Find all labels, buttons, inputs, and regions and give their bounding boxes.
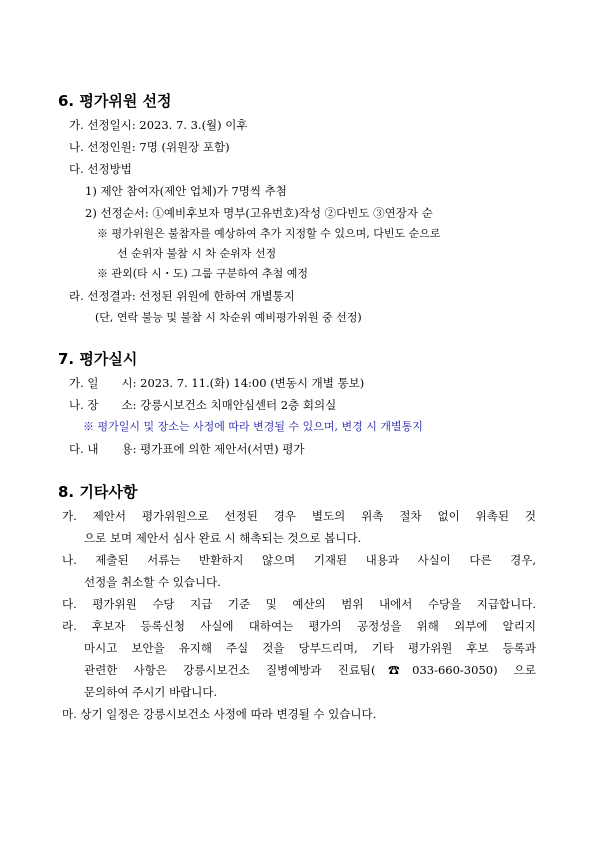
s6-selection-result: 라. 선정결과: 선정된 위원에 한하여 개별통지: [69, 289, 295, 303]
section-8-heading: 8. 기타사항: [58, 483, 138, 501]
s8-item-na-line-1: 나. 제출된 서류는 반환하지 않으며 기재된 내용과 사실이 다른 경우,: [62, 553, 536, 567]
s8-item-ga-line-2: 으로 보며 제안서 심사 완료 시 해촉되는 것으로 봅니다.: [84, 531, 362, 545]
s8-item-ma-line-1: 마. 상기 일정은 강릉시보건소 사정에 따라 변경될 수 있습니다.: [62, 707, 377, 721]
s8-item-ra-line-2: 마시고 보안을 유지해 주실 것을 당부드리며, 기타 평가위원 후보 등록과: [84, 641, 536, 655]
s8-item-da-line-1: 다. 평가위원 수당 지급 기준 및 예산의 범위 내에서 수당을 지급합니다.: [62, 597, 536, 611]
s8-item-ra-line-4: 문의하여 주시기 바랍니다.: [84, 685, 218, 699]
s6-selection-result-note: (단, 연락 불능 및 불참 시 차순위 예비평가위원 중 선정): [95, 311, 362, 324]
s8-item-na-line-2: 선정을 취소할 수 있습니다.: [84, 575, 221, 589]
s8-item-ga-line-1: 가. 제안서 평가위원으로 선정된 경우 별도의 위촉 절차 없이 위촉된 것: [62, 509, 536, 523]
s6-note-1b: 선 순위자 불참 시 차 순위자 선정: [117, 247, 277, 260]
s7-eval-datetime: 가. 일 시: 2023. 7. 11.(화) 14:00 (변동시 개별 통보): [69, 376, 365, 390]
s8-item-ra-line-3: 관련한 사항은 강릉시보건소 질병예방과 진료팀(☎033-660-3050) 으로: [84, 663, 536, 677]
s7-change-notice: ※ 평가일시 및 장소는 사정에 따라 변경될 수 있으며, 변경 시 개별통지: [83, 420, 423, 433]
s7-eval-content: 다. 내 용: 평가표에 의한 제안서(서면) 평가: [69, 442, 305, 456]
section-7-heading: 7. 평가실시: [58, 350, 138, 368]
s7-eval-place: 나. 장 소: 강릉시보건소 치매안심센터 2층 회의실: [69, 398, 337, 412]
s6-note-2: ※ 관외(타 시・도) 그룹 구분하여 추첨 예정: [97, 267, 308, 280]
s6-method-1: 1) 제안 참여자(제안 업체)가 7명씩 추첨: [85, 184, 287, 198]
s8-item-ra-line-1: 라. 후보자 등록신청 사실에 대하여는 평가의 공정성을 위해 외부에 알리지: [62, 619, 536, 633]
s6-selection-date: 가. 선정일시: 2023. 7. 3.(월) 이후: [69, 118, 248, 132]
s6-selection-method: 다. 선정방법: [69, 162, 132, 176]
s6-selection-count: 나. 선정인원: 7명 (위원장 포함): [69, 140, 230, 154]
section-6-heading: 6. 평가위원 선정: [58, 92, 172, 110]
s6-method-2: 2) 선정순서: ①예비후보자 명부(고유번호)작성 ②다빈도 ③연장자 순: [85, 206, 433, 220]
s6-note-1a: ※ 평가위원은 불참자를 예상하여 추가 지정할 수 있으며, 다빈도 순으로: [97, 227, 441, 240]
